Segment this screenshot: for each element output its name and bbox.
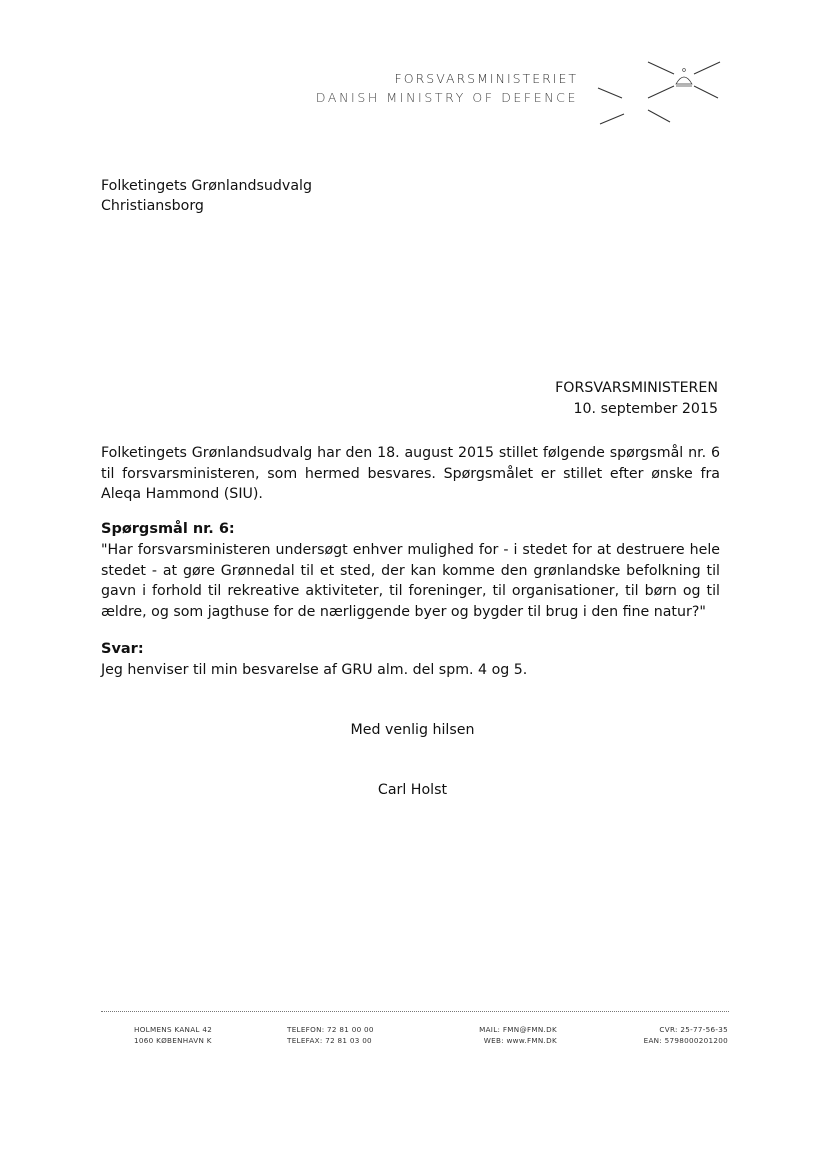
answer-heading: Svar: — [101, 641, 144, 657]
footer-web: WEB: www.FMN.DK — [483, 1035, 557, 1045]
recipient-line-2: Christiansborg — [101, 198, 204, 214]
footer-cvr: CVR: 25-77-56-35 — [659, 1025, 728, 1034]
letter-date: 10. september 2015 — [573, 401, 718, 417]
sender-title: FORSVARSMINISTEREN — [555, 380, 718, 396]
recipient-line-1: Folketingets Grønlandsudvalg — [101, 178, 312, 194]
footer-company-block — [610, 1025, 728, 1046]
ministry-name-danish: FORSVARSMINISTERIET — [394, 71, 578, 86]
signature-name: Carl Holst — [377, 782, 448, 798]
recipient-address — [101, 176, 312, 216]
footer-fax: TELEFAX: 72 81 03 00 — [287, 1035, 372, 1045]
footer-phone-block — [287, 1025, 374, 1046]
closing-greeting: Med venlig hilsen — [350, 722, 475, 738]
question-text: "Har forsvarsministeren undersøgt enhver mulighed for - i stedet for at destruere hele stedet - at gøre Grønnedal til et sted, der kan komme den grønlandske befolkning til gavn i forhold til rekreative aktiviteter, til foreninger, til organisationer, til børn og til ældre, og som jagthuse for de nærliggende byer og bygder til brug i den fine natur?" — [101, 542, 720, 620]
answer-text: Jeg henviser til min besvarelse af GRU alm. del spm. 4 og 5. — [101, 662, 528, 678]
footer-address-line-1: HOLMENS KANAL 42 — [134, 1025, 213, 1034]
question-heading: Spørgsmål nr. 6: — [101, 521, 235, 537]
footer-mail: MAIL: FMN@FMN.DK — [479, 1025, 557, 1034]
footer-phone: TELEFON: 72 81 00 00 — [287, 1025, 374, 1034]
ministry-name-english: DANISH MINISTRY OF DEFENCE — [315, 90, 578, 105]
footer-divider — [101, 1011, 729, 1012]
footer-web-block — [452, 1025, 557, 1046]
royal-crown-crest-icon — [592, 56, 724, 128]
footer-address-line-2: 1060 KØBENHAVN K — [134, 1035, 212, 1045]
footer-ean: EAN: 5798000201200 — [643, 1035, 728, 1045]
intro-paragraph: Folketingets Grønlandsudvalg har den 18. august 2015 stillet følgende spørgsmål nr. 6 til forsvarsministeren, som hermed besvares. Spørgsmålet er stillet efter ønske fra Aleqa Hammond (SIU). — [101, 445, 720, 502]
footer-address — [134, 1025, 212, 1046]
